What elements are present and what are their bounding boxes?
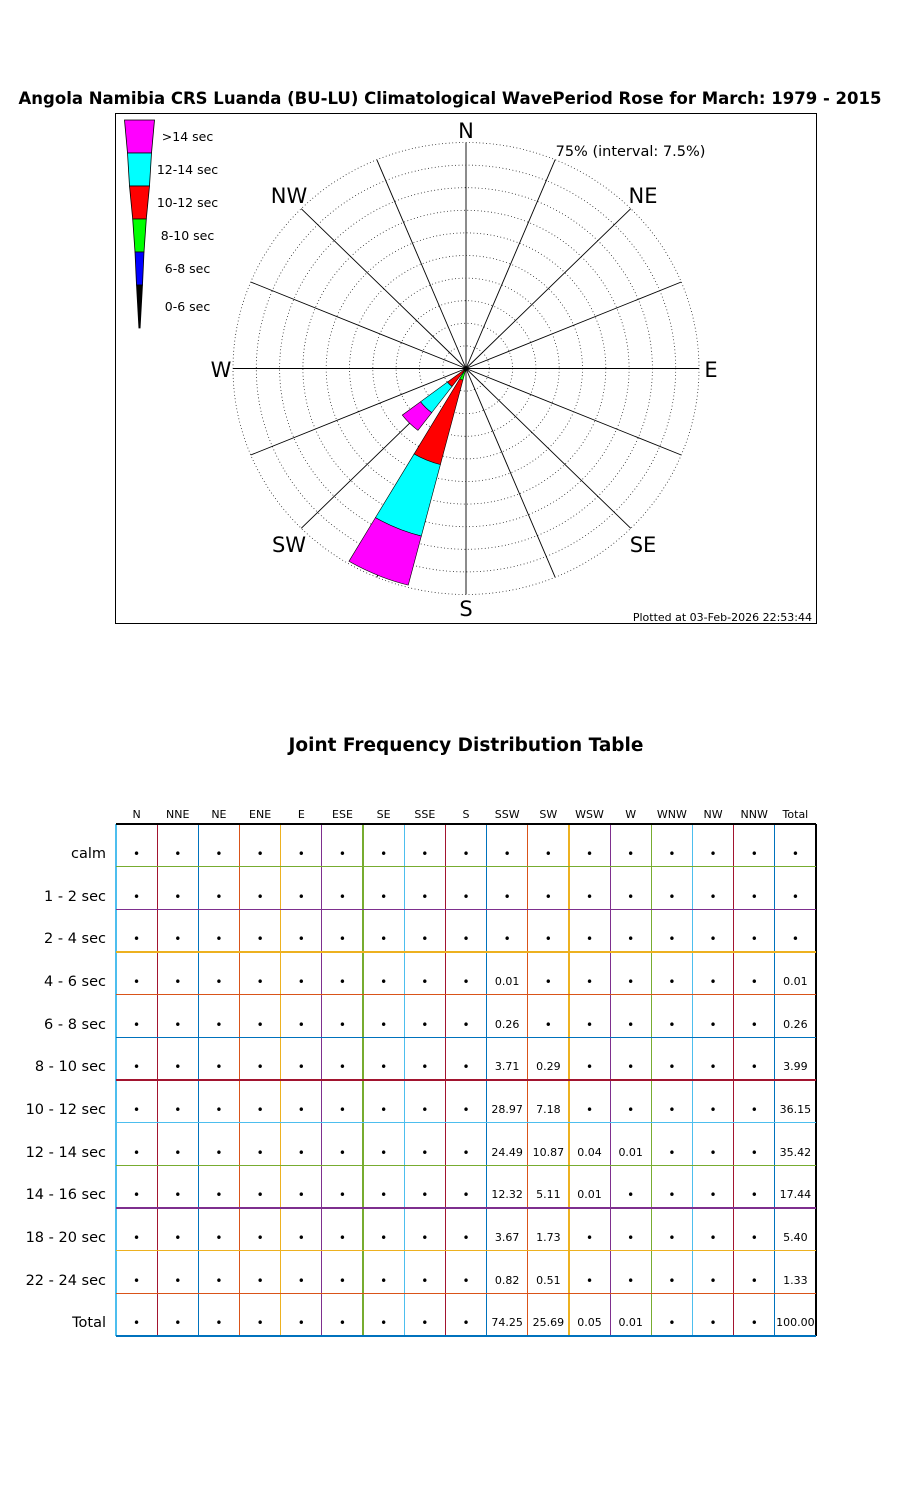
table-cell: • [297, 1103, 305, 1117]
table-cell: • [709, 889, 717, 904]
table-cell: • [297, 1017, 305, 1032]
table-cell: • [462, 889, 470, 904]
table-cell: • [380, 932, 388, 947]
table-cell: • [380, 1060, 388, 1075]
table-cell: • [627, 975, 635, 989]
table-cell: • [709, 932, 717, 947]
table-cell: • [750, 1316, 758, 1331]
table-cell: • [421, 889, 429, 904]
table-cell: 1.73 [536, 1231, 561, 1244]
column-header: ENE [249, 808, 272, 821]
table-cell: • [215, 1103, 223, 1117]
legend-label: >14 sec [161, 129, 214, 144]
grid-line-horizontal [116, 994, 816, 995]
table-cell: • [462, 1103, 470, 1117]
table-cell: • [627, 1188, 635, 1203]
legend-swatch [128, 153, 152, 186]
table-cell: • [256, 975, 264, 989]
table-cell: • [256, 847, 264, 861]
table-cell: 0.01 [618, 1316, 643, 1330]
table-cell: • [421, 1188, 429, 1203]
table-cell: • [174, 1103, 182, 1117]
table-cell: • [750, 975, 758, 989]
table-cell: • [462, 1060, 470, 1075]
grid-line-horizontal [116, 1250, 816, 1251]
table-cell: • [627, 932, 635, 947]
table-cell: • [380, 1145, 388, 1160]
table-cell: • [297, 1188, 305, 1203]
table-cell: • [338, 1273, 346, 1288]
table-cell: • [380, 975, 388, 989]
table-cell: • [421, 1273, 429, 1288]
grid-line-horizontal [116, 909, 816, 910]
table-cell: • [215, 847, 223, 861]
table-cell: • [462, 1188, 470, 1203]
table-cell: • [297, 932, 305, 947]
table-cell: 10.87 [532, 1145, 565, 1159]
table-cell: • [544, 975, 552, 989]
table-cell: • [421, 1316, 429, 1331]
table-cell: • [462, 847, 470, 861]
table-cell: 0.01 [618, 1145, 643, 1159]
table-cell: • [585, 1060, 594, 1075]
table-cell: • [338, 1316, 346, 1331]
table-cell: • [174, 1060, 182, 1075]
table-cell: • [215, 1273, 223, 1288]
table-cell: • [133, 1017, 141, 1032]
page-title: Angola Namibia CRS Luanda (BU-LU) Climatological WavePeriod Rose for March: 1979 - 2015 [18, 89, 882, 108]
table-cell: • [380, 1273, 388, 1288]
column-header: SSW [494, 808, 520, 821]
table-cell: 74.25 [491, 1316, 523, 1330]
row-label: 22 - 24 sec [25, 1272, 106, 1289]
table-cell: • [174, 1188, 182, 1203]
table-cell: • [256, 1017, 264, 1032]
grid-line-horizontal [116, 866, 816, 867]
table-cell: • [297, 1231, 305, 1245]
table-cell: • [215, 1316, 223, 1331]
grid-line-horizontal [116, 823, 816, 824]
table-cell: • [256, 1103, 264, 1117]
row-label: 18 - 20 sec [25, 1230, 106, 1246]
table-cell: 3.71 [494, 1060, 520, 1074]
table-cell: • [380, 1188, 388, 1203]
table-cell: • [133, 1231, 141, 1245]
table-cell: • [668, 932, 676, 947]
table-cell: • [585, 932, 594, 947]
legend-label: 12-14 sec [156, 162, 219, 177]
table-cell: • [668, 1145, 676, 1160]
table-cell: • [709, 1188, 717, 1203]
row-label: 6 - 8 sec [44, 1016, 106, 1033]
table-cell: • [585, 889, 594, 904]
row-label: 12 - 14 sec [25, 1144, 106, 1161]
table-cell: • [297, 1316, 305, 1331]
table-cell: 36.15 [779, 1103, 812, 1116]
table-cell: • [133, 889, 141, 904]
table-cell: • [421, 847, 429, 861]
grid-line-horizontal [116, 951, 816, 952]
column-header: WNW [656, 808, 687, 821]
table-cell: • [133, 847, 141, 861]
table-cell: • [627, 1060, 635, 1075]
table-cell: • [668, 1103, 676, 1117]
table-cell: 35.42 [779, 1145, 812, 1159]
column-header: NNW [740, 808, 768, 821]
table-cell: • [709, 1273, 717, 1288]
table-cell: • [627, 847, 635, 861]
direction-label-se: SE [629, 533, 657, 557]
table-cell: • [133, 1188, 141, 1203]
table-cell: 5.11 [536, 1188, 561, 1202]
table-cell: • [668, 1273, 676, 1288]
table-cell: • [256, 1316, 264, 1331]
column-header: NW [703, 808, 723, 821]
table-cell: • [338, 1231, 346, 1245]
table-cell: • [709, 1060, 717, 1075]
table-cell: • [338, 847, 346, 861]
table-cell: 1.33 [783, 1273, 808, 1287]
table-cell: 25.69 [532, 1316, 565, 1330]
table-cell: 0.26 [494, 1017, 520, 1031]
table-cell: • [750, 932, 758, 947]
table-cell: • [256, 932, 264, 947]
legend-label: 8-10 sec [160, 228, 215, 243]
grid-line-horizontal [116, 1335, 816, 1336]
table-cell: • [709, 1145, 717, 1160]
column-header: NE [211, 808, 227, 821]
table-cell: • [421, 932, 429, 947]
table-cell: • [750, 1273, 758, 1288]
table-cell: • [133, 932, 141, 947]
table-cell: 0.05 [577, 1316, 602, 1330]
table-cell: • [338, 1188, 346, 1203]
table-cell: • [462, 932, 470, 947]
legend-label: 6-8 sec [164, 261, 211, 276]
table-cell: • [627, 1103, 635, 1117]
table-cell: • [338, 1060, 346, 1075]
table-cell: • [544, 932, 552, 947]
table-cell: 24.49 [491, 1145, 523, 1159]
legend-label: 0-6 sec [164, 299, 211, 314]
joint-frequency-table [25, 808, 816, 1336]
table-cell: • [709, 975, 717, 989]
table-cell: • [421, 1060, 429, 1075]
row-label: calm [70, 846, 106, 862]
table-cell: • [215, 1231, 223, 1245]
table-cell: • [380, 1316, 388, 1331]
legend-swatch [130, 186, 150, 219]
table-cell: • [133, 1145, 141, 1160]
table-cell: • [174, 1145, 182, 1160]
column-header: Total [782, 808, 809, 821]
table-cell: • [421, 1231, 429, 1245]
table-cell: • [215, 1017, 223, 1032]
table-cell: • [174, 847, 182, 861]
direction-label-nw: NW [270, 184, 308, 208]
radial-axis-label: 75% (interval: 7.5%) [555, 144, 706, 160]
table-cell: 0.01 [577, 1188, 602, 1202]
table-cell: • [791, 932, 799, 947]
legend-swatch [135, 252, 144, 285]
table-cell: • [462, 1017, 470, 1032]
table-cell: • [297, 847, 305, 861]
column-header: SW [539, 808, 558, 821]
table-cell: • [297, 1273, 305, 1288]
table-cell: • [133, 975, 141, 989]
table-cell: • [462, 1273, 470, 1288]
table-cell: • [297, 1060, 305, 1075]
table-cell: • [215, 889, 223, 904]
column-header: E [297, 808, 305, 821]
table-cell: • [503, 889, 511, 904]
table-cell: • [256, 1060, 264, 1075]
table-cell: 0.51 [536, 1273, 561, 1287]
table-cell: • [174, 1273, 182, 1288]
table-cell: • [256, 1145, 264, 1160]
table-cell: • [215, 1188, 223, 1203]
column-header: ESE [332, 808, 353, 821]
table-cell: 3.99 [783, 1060, 808, 1074]
table-cell: • [215, 1145, 223, 1160]
table-cell: • [668, 847, 676, 861]
table-cell: 5.40 [783, 1231, 808, 1244]
table-cell: • [380, 847, 388, 861]
row-label: 8 - 10 sec [34, 1059, 106, 1076]
table-cell: • [421, 1103, 429, 1117]
table-cell: • [380, 1231, 388, 1245]
table-cell: 100.00 [776, 1316, 815, 1330]
table-cell: • [133, 1316, 141, 1331]
table-cell: • [338, 975, 346, 989]
column-header: WSW [575, 808, 604, 821]
table-cell: • [585, 1017, 594, 1032]
grid-line-horizontal [116, 1079, 816, 1080]
table-cell: • [585, 1103, 594, 1117]
table-cell: • [585, 847, 594, 861]
direction-label-w: W [210, 358, 232, 382]
direction-label-e: E [704, 358, 718, 382]
table-cell: • [503, 847, 511, 861]
table-cell: • [133, 1060, 141, 1075]
table-cell: • [462, 1316, 470, 1331]
grid-line-horizontal [116, 1165, 816, 1166]
table-cell: 12.32 [491, 1188, 523, 1202]
table-cell: • [750, 847, 758, 861]
table-cell: • [297, 889, 305, 904]
row-label: 14 - 16 sec [25, 1187, 106, 1204]
table-cell: • [174, 932, 182, 947]
table-cell: • [544, 847, 552, 861]
table-cell: • [627, 1231, 635, 1245]
table-cell: • [709, 1103, 717, 1117]
grid-line-horizontal [116, 1293, 816, 1294]
column-header: S [462, 808, 470, 821]
table-cell: • [421, 1017, 429, 1032]
table-cell: • [544, 1017, 552, 1032]
table-cell: • [627, 889, 635, 904]
table-cell: • [215, 932, 223, 947]
table-cell: 0.82 [494, 1273, 520, 1287]
column-header: W [625, 808, 637, 821]
table-cell: • [380, 1103, 388, 1117]
table-cell: • [421, 975, 429, 989]
table-cell: • [338, 889, 346, 904]
table-cell: • [297, 1145, 305, 1160]
table-cell: 3.67 [494, 1231, 520, 1244]
table-cell: 0.01 [494, 975, 520, 988]
table-cell: • [174, 1231, 182, 1245]
wave-rose-svg [115, 113, 817, 624]
direction-label-s: S [459, 597, 473, 621]
table-cell: • [380, 1017, 388, 1032]
table-cell: • [462, 1145, 470, 1160]
table-cell: • [256, 1273, 264, 1288]
table-cell: • [585, 1231, 594, 1245]
table-cell: • [297, 975, 305, 989]
table-cell: • [421, 1145, 429, 1160]
table-cell: • [668, 1188, 676, 1203]
direction-label-sw: SW [271, 533, 307, 557]
direction-label-ne: NE [628, 184, 658, 208]
table-cell: • [750, 1103, 758, 1117]
grid-line-horizontal [116, 1207, 816, 1208]
table-cell: • [750, 1017, 758, 1032]
grid-line-horizontal [116, 1037, 816, 1038]
row-label: 2 - 4 sec [44, 931, 106, 948]
table-cell: • [338, 932, 346, 947]
table-cell: • [750, 889, 758, 904]
table-cell: • [709, 1017, 717, 1032]
legend-swatch [125, 120, 155, 153]
table-cell: • [627, 1273, 635, 1288]
table-cell: 0.01 [783, 975, 808, 988]
table-cell: • [174, 975, 182, 989]
column-header: N [132, 808, 141, 821]
wave-rose-plot [115, 113, 817, 624]
table-cell: • [338, 1017, 346, 1032]
table-cell: • [256, 1231, 264, 1245]
table-cell: • [668, 1231, 676, 1245]
table-cell: • [791, 889, 799, 904]
plotted-at-note: Plotted at 03-Feb-2026 22:53:44 [632, 611, 812, 624]
table-cell: • [750, 1231, 758, 1245]
row-label: 1 - 2 sec [44, 888, 106, 905]
table-cell: • [750, 1188, 758, 1203]
table-cell: • [256, 889, 264, 904]
table-cell: • [668, 889, 676, 904]
table-cell: 28.97 [491, 1103, 523, 1116]
column-header: SE [376, 808, 391, 821]
column-header: NNE [166, 808, 190, 821]
table-cell: • [791, 847, 799, 861]
table-cell: • [380, 889, 388, 904]
table-cell: 17.44 [779, 1188, 812, 1202]
table-cell: • [503, 932, 511, 947]
table-cell: • [338, 1145, 346, 1160]
table-cell: • [709, 847, 717, 861]
table-cell: • [668, 1017, 676, 1032]
table-cell: • [668, 1316, 676, 1331]
legend-label: 10-12 sec [156, 195, 219, 210]
table-cell: • [133, 1103, 141, 1117]
row-label: Total [72, 1315, 106, 1332]
table-cell: • [627, 1017, 635, 1032]
table-cell: • [215, 975, 223, 989]
table-cell: • [668, 1060, 676, 1075]
table-cell: • [256, 1188, 264, 1203]
grid-line-horizontal [116, 1122, 816, 1123]
table-cell: 0.26 [783, 1017, 808, 1031]
table-cell: • [750, 1145, 758, 1160]
table-cell: 7.18 [536, 1103, 561, 1116]
table-cell: • [750, 1060, 758, 1075]
table-cell: • [174, 1017, 182, 1032]
table-cell: • [544, 889, 552, 904]
table-cell: 0.29 [536, 1060, 561, 1074]
table-cell: • [462, 1231, 470, 1245]
table-cell: • [133, 1273, 141, 1288]
legend-swatch [133, 219, 147, 252]
table-cell: • [709, 1316, 717, 1331]
table-cell: • [709, 1231, 717, 1245]
direction-label-n: N [458, 119, 474, 143]
row-label: 10 - 12 sec [25, 1102, 106, 1118]
table-title: Joint Frequency Distribution Table [288, 735, 644, 756]
table-cell: • [668, 975, 676, 989]
table-cell: • [215, 1060, 223, 1075]
table-cell: • [585, 975, 594, 989]
table-cell: • [585, 1273, 594, 1288]
table-cell: • [174, 1316, 182, 1331]
table-cell: 0.04 [577, 1145, 602, 1159]
table-cell: • [174, 889, 182, 904]
table-cell: • [462, 975, 470, 989]
row-label: 4 - 6 sec [44, 974, 106, 990]
column-header: SSE [414, 808, 436, 821]
table-cell: • [338, 1103, 346, 1117]
